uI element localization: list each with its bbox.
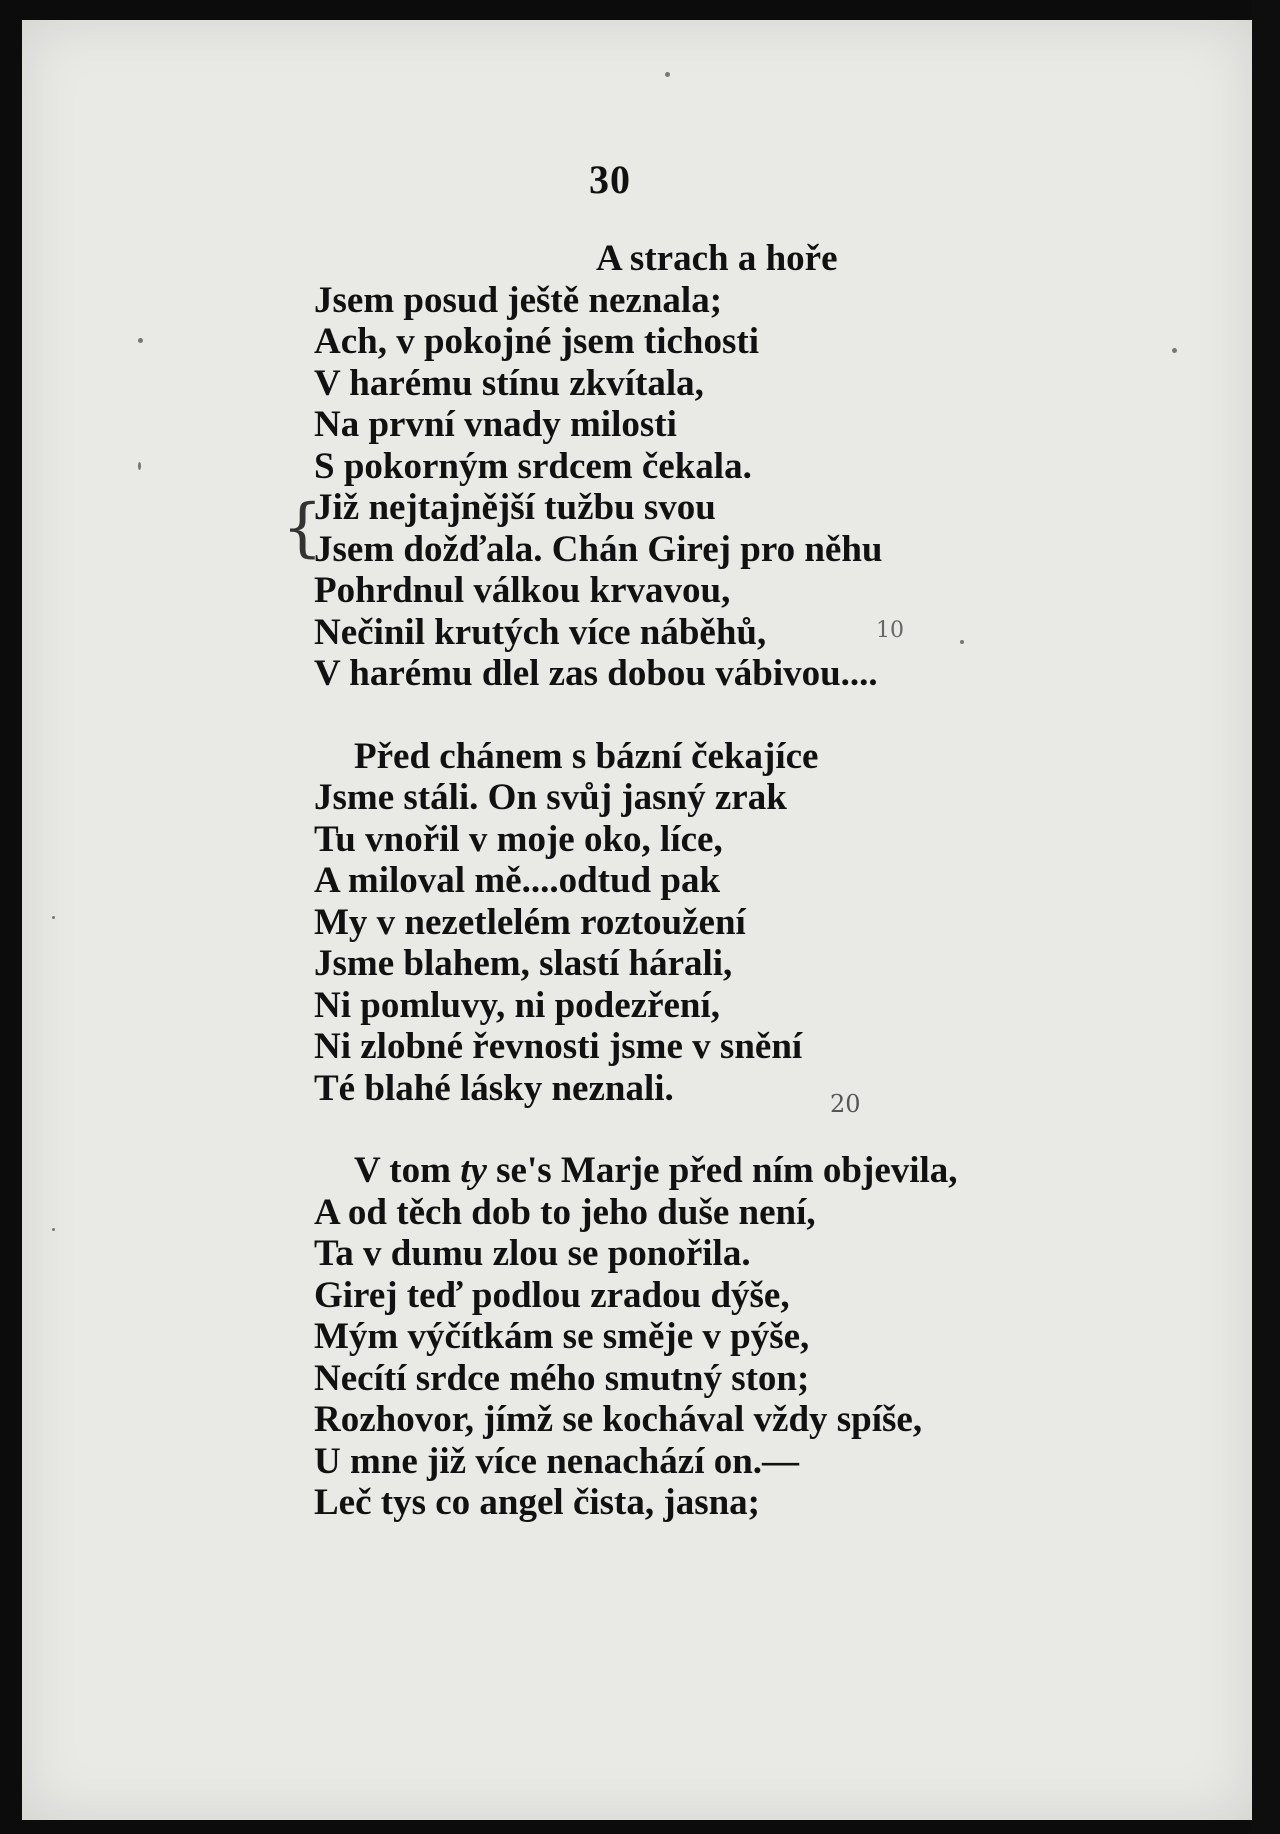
poem-line: Jsme stáli. On svůj jasný zrak	[314, 777, 787, 818]
margin-brace-mark: {	[282, 491, 323, 565]
poem-line: A strach a hoře	[596, 238, 838, 279]
poem-line: Již nejtajnější tužbu svou	[314, 487, 716, 528]
poem-line: V harému dlel zas dobou vábivou....	[314, 653, 878, 694]
poem-line: Ach, v pokojné jsem tichosti	[314, 321, 760, 362]
poem-line: A miloval mě....odtud pak	[314, 860, 721, 901]
stanza-gap	[314, 1109, 1114, 1150]
poem-line: U mne již více nenachází on.—	[314, 1440, 800, 1482]
poem-line: Té blahé lásky neznali.	[314, 1067, 674, 1109]
poem-line: Na první vnady milosti	[314, 404, 677, 445]
poem-line: Leč tys co angel čista, jasna;	[314, 1482, 760, 1523]
poem-line: My v nezetlelém roztoužení	[314, 901, 746, 943]
poem-line: Ni zlobné řevnosti jsme v snění	[314, 1026, 803, 1067]
poem-line: Tu vnořil v moje oko, líce,	[314, 818, 723, 860]
scan-speck	[1172, 348, 1177, 353]
poem-line: S pokorným srdcem čekala.	[314, 445, 752, 487]
poem-line: Necítí srdce mého smutný ston;	[314, 1357, 810, 1399]
emphasized-word: ty	[460, 1150, 487, 1191]
line-text: se's Marje před ním objevila,	[486, 1150, 958, 1191]
line-text: V tom	[354, 1150, 461, 1191]
poem-line: V harému stínu zkvítala,	[314, 362, 704, 404]
poem-line: A od těch dob to jeho duše není,	[314, 1191, 816, 1233]
poem-line: Jsem dožďala. Chán Girej pro něhu	[314, 528, 883, 570]
poem-line: Před chánem s bázní čekajíce	[354, 735, 819, 777]
poem-line: Pohrdnul válkou krvavou,	[314, 570, 731, 611]
scan-speck	[138, 338, 143, 343]
poem-line: Jsme blahem, slastí hárali,	[314, 943, 733, 984]
scan-speck	[52, 1228, 55, 1231]
poem-line: Mým výčítkám se směje v pýše,	[314, 1316, 810, 1357]
stanza-gap	[314, 695, 1114, 736]
margin-pencil-note: 10	[876, 618, 904, 643]
scan-speck	[138, 462, 141, 470]
poem-line: Rozhovor, jímž se kochával vždy spíše,	[314, 1399, 923, 1440]
scan-speck	[665, 72, 670, 77]
poem-line: Nečinil krutých více náběhů,	[314, 611, 767, 653]
book-edge	[1252, 0, 1280, 1834]
poem-text	[314, 238, 1114, 1524]
poem-line: Ni pomluvy, ni podezření,	[314, 984, 721, 1026]
poem-line	[314, 1150, 1114, 1192]
page-number: 30	[589, 157, 631, 202]
poem-line: Girej teď podlou zradou dýše,	[314, 1274, 790, 1316]
poem-line: Ta v dumu zlou se ponořila.	[314, 1233, 751, 1274]
margin-pencil-note: 20	[830, 1090, 861, 1118]
scan-speck	[52, 916, 55, 919]
poem-line: Jsem posud ještě neznala;	[314, 279, 723, 321]
